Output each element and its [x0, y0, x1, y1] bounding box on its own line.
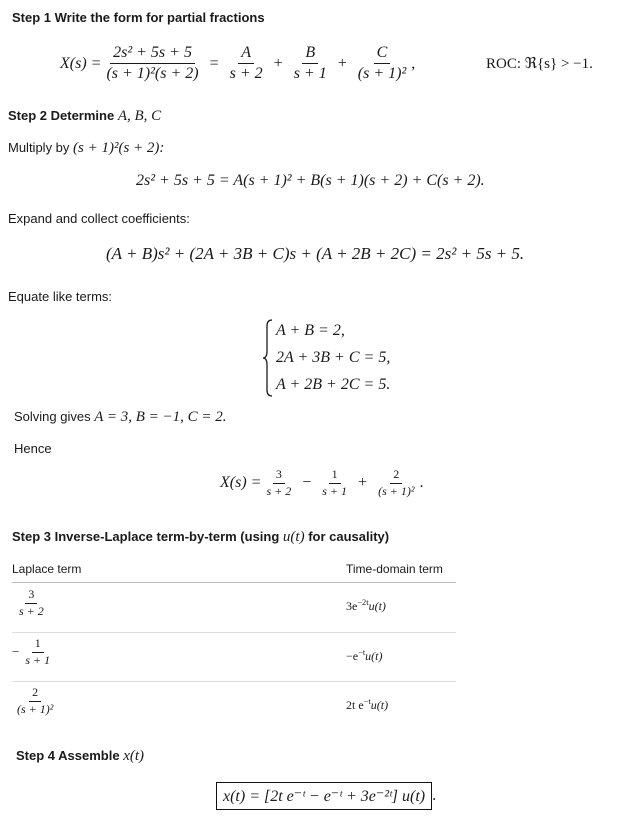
step2-heading-vars: A, B, C: [117, 108, 162, 124]
step3-heading: [12, 529, 389, 546]
step3-heading-suffix: for causality): [304, 529, 390, 544]
term-a-fraction: [227, 44, 266, 84]
expanded-equation: 2s² + 5s + 5 = A(s + 1)² + B(s + 1)(s + 2) + C(s + 2).: [136, 172, 485, 189]
solving-text: Solving gives: [14, 409, 95, 424]
table-row-1-laplace: [14, 588, 49, 619]
boxed-result: x(t) = [2t e⁻ᵗ − e⁻ᵗ + 3e⁻²ᵗ] u(t): [216, 782, 432, 810]
step1-heading: Step 1 Write the form for partial fractions: [12, 10, 265, 25]
fraction-numerator: 1: [329, 468, 341, 484]
plus-sign: +: [358, 474, 368, 492]
final-result: [216, 782, 436, 810]
fraction-numerator: C: [374, 44, 391, 64]
fraction-numerator: 3: [273, 468, 285, 484]
table-header-divider: [12, 582, 456, 583]
fraction-denominator: s + 1: [25, 652, 51, 667]
fraction-numerator: 2s² + 5s + 5: [110, 44, 195, 64]
fraction-denominator: (s + 1)²: [378, 483, 415, 498]
system-equation-3: A + 2B + 2C = 5.: [276, 375, 391, 393]
comma: ,: [411, 54, 416, 72]
plus-sign: +: [273, 54, 283, 72]
fraction-denominator: (s + 1)²: [17, 701, 54, 716]
table-row-divider: [12, 632, 456, 633]
minus-sign: −: [302, 474, 312, 492]
collected-equation: (A + B)s² + (2A + 3B + C)s + (A + 2B + 2C) = 2s² + 5s + 5.: [106, 244, 525, 263]
original-fraction: [103, 44, 201, 84]
solving-line: [14, 409, 227, 426]
table-row-3-time: [346, 697, 388, 713]
table-row-3-laplace: [12, 686, 58, 717]
period: .: [419, 474, 424, 492]
equate-text: Equate like terms:: [8, 289, 113, 304]
term-1-over-s-plus-1: [319, 468, 350, 499]
table-fraction: [14, 686, 56, 717]
step4-heading: [16, 748, 144, 765]
roc-label: ROC: ℜ{s} > −1.: [486, 56, 593, 72]
fraction-denominator: s + 2: [229, 65, 263, 83]
solution-values: A = 3, B = −1, C = 2.: [94, 409, 227, 425]
plus-sign: +: [337, 54, 347, 72]
decomposed-x-of-s: [220, 468, 423, 499]
system-equation-1: A + B = 2,: [276, 322, 345, 340]
table-row-2-time: [346, 648, 382, 664]
term-2-over-s-plus-1-squared: [375, 468, 417, 499]
time-term-step: u(t): [365, 649, 383, 663]
fraction-denominator: (s + 1)²: [357, 65, 407, 83]
step2-heading-text: Step 2 Determine: [8, 108, 118, 123]
left-brace-icon: [262, 318, 274, 398]
fraction-denominator: s + 1: [322, 483, 348, 498]
table-row-2-laplace: [12, 637, 55, 668]
equation-system: [262, 318, 390, 398]
step3-heading-text: Step 3 Inverse-Laplace term-by-term (using: [12, 529, 283, 544]
multiply-math: (s + 1)²(s + 2):: [73, 140, 165, 156]
system-equation-2: 2A + 3B + C = 5,: [276, 348, 391, 366]
time-term-base: 2t e: [346, 698, 364, 712]
table-row-1-time: [346, 598, 386, 614]
fraction-denominator: s + 1: [293, 65, 327, 83]
table-row-divider: [12, 681, 456, 682]
step3-heading-math: u(t): [282, 529, 305, 545]
column-header-time-domain: Time-domain term: [346, 562, 443, 576]
term-c-fraction: [355, 44, 409, 84]
step2-heading: [8, 108, 161, 125]
column-header-laplace: Laplace term: [12, 562, 82, 576]
partial-fraction-form: [60, 44, 415, 84]
multiply-text: Multiply by: [8, 140, 74, 155]
table-fraction: [16, 588, 47, 619]
x-of-s: X(s) =: [60, 54, 102, 72]
multiply-line: [8, 140, 164, 157]
period: .: [432, 787, 437, 804]
table-fraction: [22, 637, 53, 668]
fraction-numerator: 1: [32, 637, 44, 653]
fraction-numerator: A: [238, 44, 254, 64]
fraction-numerator: B: [302, 44, 318, 64]
time-term-step: u(t): [368, 599, 386, 613]
time-term-exponent: −t: [358, 648, 366, 657]
row-sign: −: [12, 644, 20, 660]
term-3-over-s-plus-2: [263, 468, 294, 499]
time-term-exponent: −t: [363, 697, 371, 706]
time-term-step: u(t): [370, 698, 389, 712]
fraction-numerator: 2: [29, 686, 41, 702]
fraction-numerator: 3: [25, 588, 37, 604]
equals-sign: =: [209, 54, 219, 72]
time-term-base: −e: [346, 649, 359, 663]
fraction-denominator: s + 2: [266, 483, 292, 498]
fraction-denominator: s + 2: [19, 603, 44, 618]
time-term-base: 3e: [346, 599, 358, 613]
time-term-exponent: −2t: [357, 598, 369, 607]
fraction-denominator: (s + 1)²(s + 2): [106, 65, 199, 83]
fraction-numerator: 2: [390, 468, 402, 484]
term-b-fraction: [291, 44, 330, 84]
expand-collect-text: Expand and collect coefficients:: [8, 211, 190, 226]
step4-heading-text: Step 4 Assemble: [16, 748, 124, 763]
x-of-s: X(s) =: [220, 474, 262, 492]
step4-heading-math: x(t): [123, 748, 145, 764]
hence-text: Hence: [14, 441, 52, 456]
